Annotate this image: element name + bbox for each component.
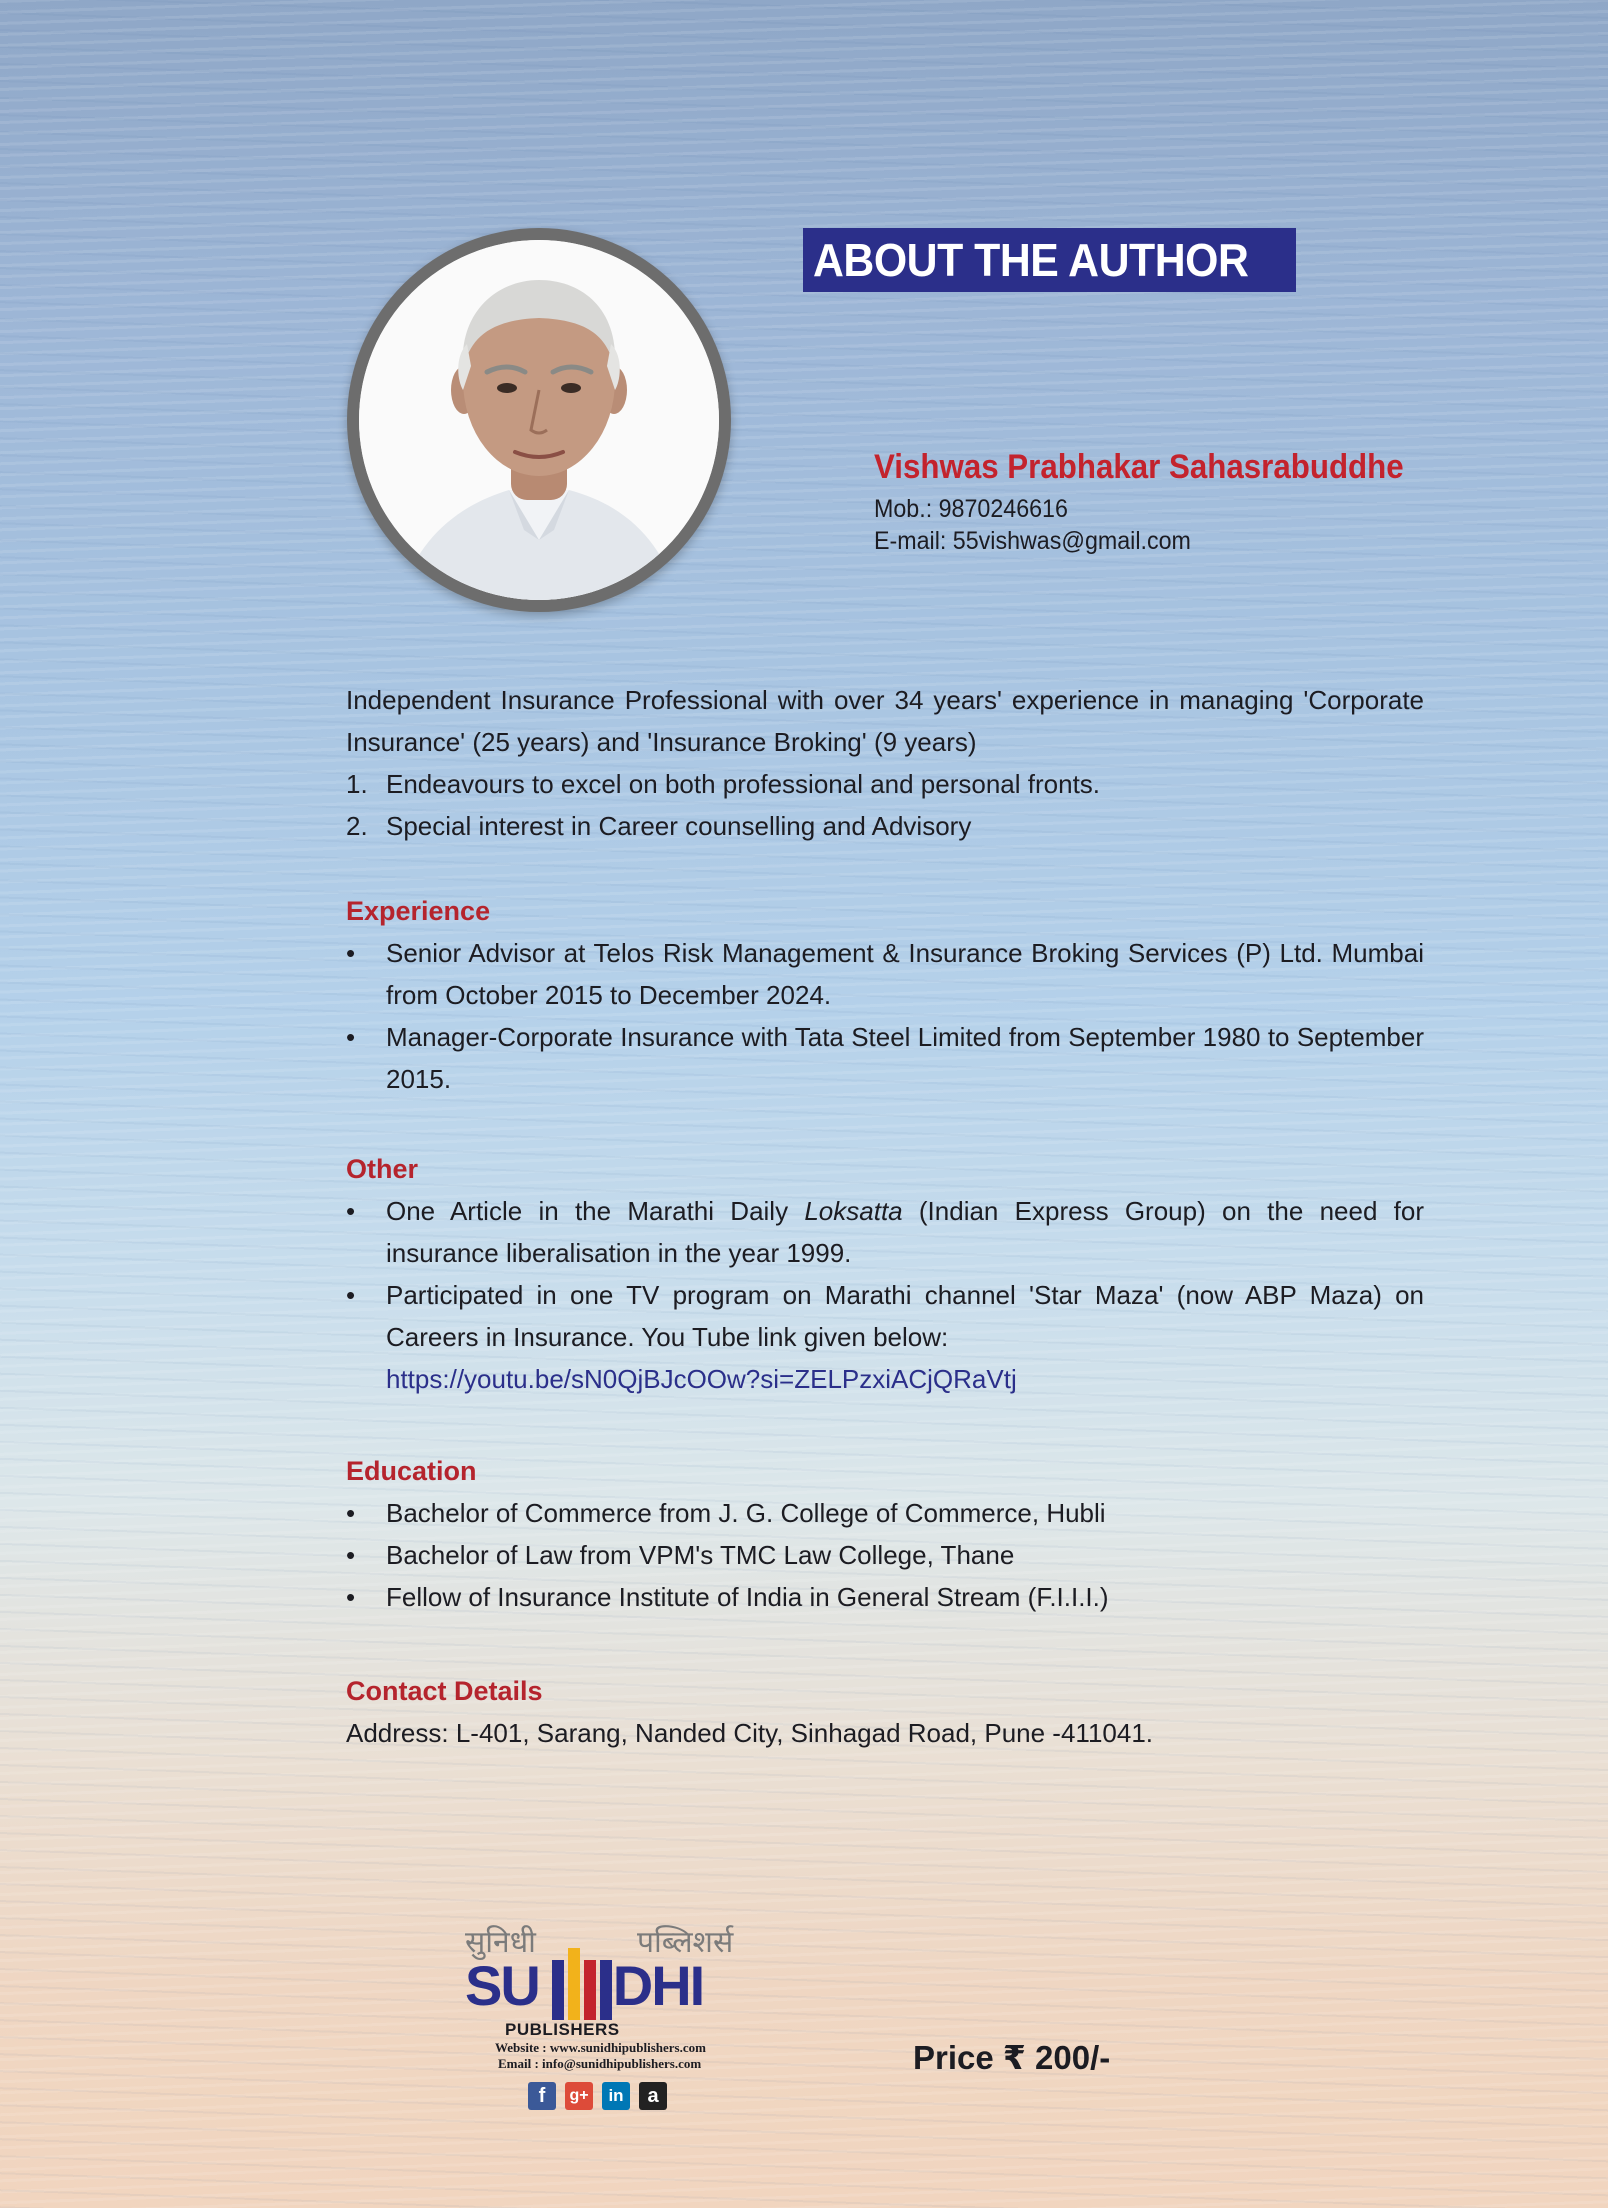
experience-item-text: Manager-Corporate Insurance with Tata Steel Limited from September 1980 to September 2015. xyxy=(386,1022,1424,1094)
author-photo-frame xyxy=(347,228,731,612)
education-section xyxy=(346,1450,1424,1618)
linkedin-icon[interactable]: in xyxy=(602,2082,630,2110)
author-email: E-mail: 55vishwas@gmail.com xyxy=(874,527,1191,555)
publisher-hindi-name-left: सुनिधी xyxy=(465,1925,536,1960)
contact-address: Address: L-401, Sarang, Nanded City, Sinhagad Road, Pune -411041. xyxy=(346,1718,1154,1748)
education-item-text: Fellow of Insurance Institute of India in General Stream (F.I.I.I.) xyxy=(386,1582,1109,1612)
author-portrait-illustration xyxy=(359,240,719,600)
publisher-brand-left: SU xyxy=(465,1954,539,2017)
bullet-icon: • xyxy=(346,1582,356,1612)
education-item xyxy=(346,1576,1424,1618)
experience-item xyxy=(346,1016,1424,1100)
publisher-email: Email : info@sunidhipublishers.com xyxy=(498,2056,702,2071)
bullet-icon: • xyxy=(346,1280,356,1310)
list-number: 2. xyxy=(346,811,368,841)
publisher-brand-right: DHI xyxy=(612,1954,704,2017)
education-item-text: Bachelor of Law from VPM's TMC Law College, Thane xyxy=(386,1540,1015,1570)
book-price: Price ₹ 200/- xyxy=(913,2039,1111,2076)
google-plus-icon[interactable]: g+ xyxy=(565,2082,593,2110)
bullet-icon: • xyxy=(346,1196,356,1226)
experience-section xyxy=(346,890,1424,1100)
page-title: ABOUT THE AUTHOR xyxy=(813,234,1249,286)
education-heading: Education xyxy=(346,1456,477,1486)
author-photo xyxy=(359,240,719,600)
other-section xyxy=(346,1148,1424,1400)
bullet-icon: • xyxy=(346,1498,356,1528)
newspaper-name: Loksatta xyxy=(804,1196,903,1226)
intro-point-text: Endeavours to excel on both professional and personal fronts. xyxy=(386,769,1101,799)
author-name: Vishwas Prabhakar Sahasrabuddhe xyxy=(874,448,1404,486)
other-heading: Other xyxy=(346,1154,419,1184)
publisher-website: Website : www.sunidhipublishers.com xyxy=(495,2040,706,2055)
education-item-text: Bachelor of Commerce from J. G. College of Commerce, Hubli xyxy=(386,1498,1106,1528)
intro-point xyxy=(346,763,1424,805)
contact-section xyxy=(346,1670,1424,1754)
other-item-text-start: One Article in the Marathi Daily xyxy=(386,1196,805,1226)
other-item xyxy=(346,1274,1424,1400)
author-mobile: Mob.: 9870246616 xyxy=(874,495,1068,523)
publisher-label: PUBLISHERS xyxy=(505,2020,620,2039)
education-item xyxy=(346,1534,1424,1576)
intro-point-text: Special interest in Career counselling and Advisory xyxy=(386,811,972,841)
bullet-icon: • xyxy=(346,1540,356,1570)
experience-item xyxy=(346,932,1424,1016)
publisher-hindi-name-right: पब्लिशर्स xyxy=(637,1925,734,1960)
experience-item-text: Senior Advisor at Telos Risk Management & Insurance Broking Services (P) Ltd. Mumbai from October 2015 to December 2024. xyxy=(386,938,1424,1010)
other-item-text-end: (Indian Express Group) on the need for insurance liberalisation in the year 1999. xyxy=(386,1196,1424,1268)
amazon-icon[interactable]: a xyxy=(639,2082,667,2110)
education-item xyxy=(346,1492,1424,1534)
other-item xyxy=(346,1190,1424,1274)
publisher-logo xyxy=(465,1920,740,2045)
intro-section xyxy=(346,679,1424,847)
publisher-logo-bars-icon xyxy=(548,1944,618,2024)
intro-paragraph: Independent Insurance Professional with over 34 years' experience in managing 'Corporate Insurance' (25 years) and 'Insurance Broking' (9 years) xyxy=(346,685,1424,757)
title-banner xyxy=(803,228,1296,292)
intro-point xyxy=(346,805,1424,847)
contact-heading: Contact Details xyxy=(346,1676,543,1706)
youtube-link[interactable]: https://youtu.be/sN0QjBJcOOw?si=ZELPzxiACjQRaVtj xyxy=(386,1364,1017,1394)
bullet-icon: • xyxy=(346,1022,356,1052)
experience-heading: Experience xyxy=(346,896,491,926)
facebook-icon[interactable]: f xyxy=(528,2082,556,2110)
other-item-text: Participated in one TV program on Marathi channel 'Star Maza' (now ABP Maza) on Careers in Insurance. You Tube link given below: xyxy=(386,1280,1424,1352)
bullet-icon: • xyxy=(346,938,356,968)
list-number: 1. xyxy=(346,769,368,799)
